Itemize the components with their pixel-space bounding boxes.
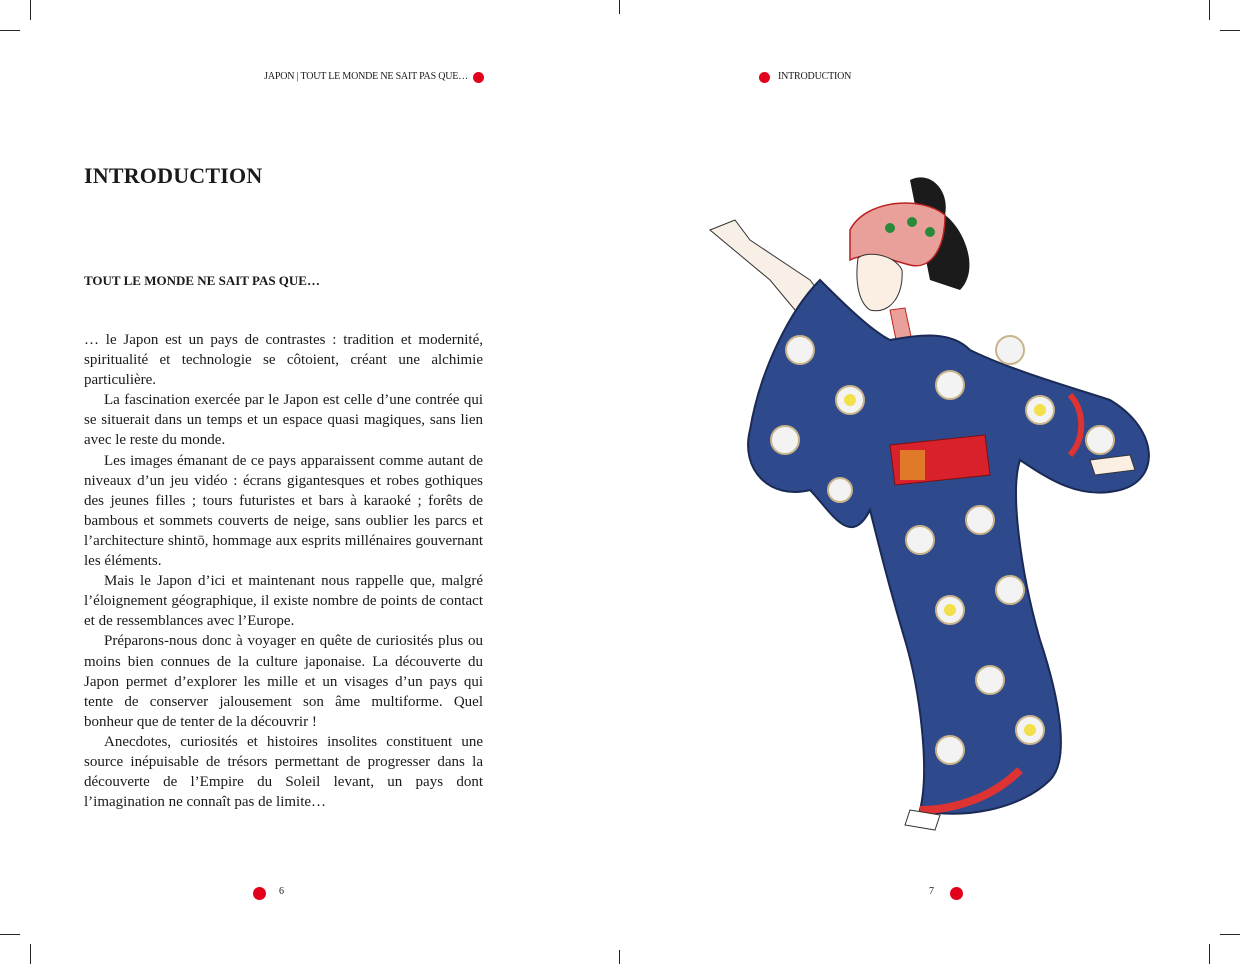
- page-number-right: 7: [929, 886, 934, 897]
- crop-mark: [619, 0, 620, 14]
- crop-mark: [1209, 944, 1210, 964]
- page-title: INTRODUCTION: [84, 163, 263, 188]
- section-subtitle: TOUT LE MONDE NE SAIT PAS QUE…: [84, 273, 320, 288]
- crop-mark: [30, 944, 31, 964]
- crop-mark: [30, 0, 31, 20]
- running-head-left: JAPON | TOUT LE MONDE NE SAIT PAS QUE…: [264, 71, 468, 82]
- red-dot-marker: [950, 887, 963, 900]
- crop-mark: [0, 934, 20, 935]
- paragraph: … le Japon est un pays de contrastes : tradition et modernité, spiritualité et technologie se côtoient, créant une alchimie particulière.: [84, 332, 483, 389]
- crop-mark: [1209, 0, 1210, 20]
- crop-mark: [619, 950, 620, 964]
- paragraph: Mais le Japon d’ici et maintenant nous rappelle que, malgré l’éloignement géographique, il existe nombre de points de contact et de ressemblances avec l’Europe.: [84, 573, 483, 630]
- paragraph: Les images émanant de ce pays apparaissent comme autant de niveaux d’un jeu vidéo : écrans gigantesques et robes gothiques des jeunes filles ; tours futuristes et bars à karaoké ; forêts de bambous et sommets couverts de neige, sans oublier les parcs et l’architecture shintō, hommage aux esprits millénaires gouvernant les éléments.: [84, 452, 483, 570]
- paragraph: Préparons-nous donc à voyager en quête de curiosités plus ou moins bien connues de la culture japonaise. La découverte du Japon permet d’explorer les mille et un visages d’un pays qui tente de conserver jalousement son âme multiforme. Quel bonheur que de tenter de la découvrir !: [84, 633, 483, 730]
- paragraph: Anecdotes, curiosités et histoires insolites constituent une source inépuisable de trésors permettant de progresser dans la découverte de l’Empire du Soleil levant, un pays dont l’imagination ne connaît pas de limite…: [84, 733, 483, 811]
- paragraph: La fascination exercée par le Japon est celle d’une contrée qui se situerait dans un temps et un espace quasi magiques, sans lien avec le reste du monde.: [84, 392, 483, 449]
- crop-mark: [1220, 30, 1240, 31]
- red-dot-marker: [253, 887, 266, 900]
- red-dot-marker: [473, 72, 484, 83]
- kimono-dancer-illustration: [690, 170, 1170, 850]
- page-number-left: 6: [279, 886, 284, 897]
- red-dot-marker: [759, 72, 770, 83]
- running-head-right: INTRODUCTION: [778, 71, 852, 82]
- body-text: [84, 330, 483, 812]
- crop-mark: [1220, 934, 1240, 935]
- crop-mark: [0, 30, 20, 31]
